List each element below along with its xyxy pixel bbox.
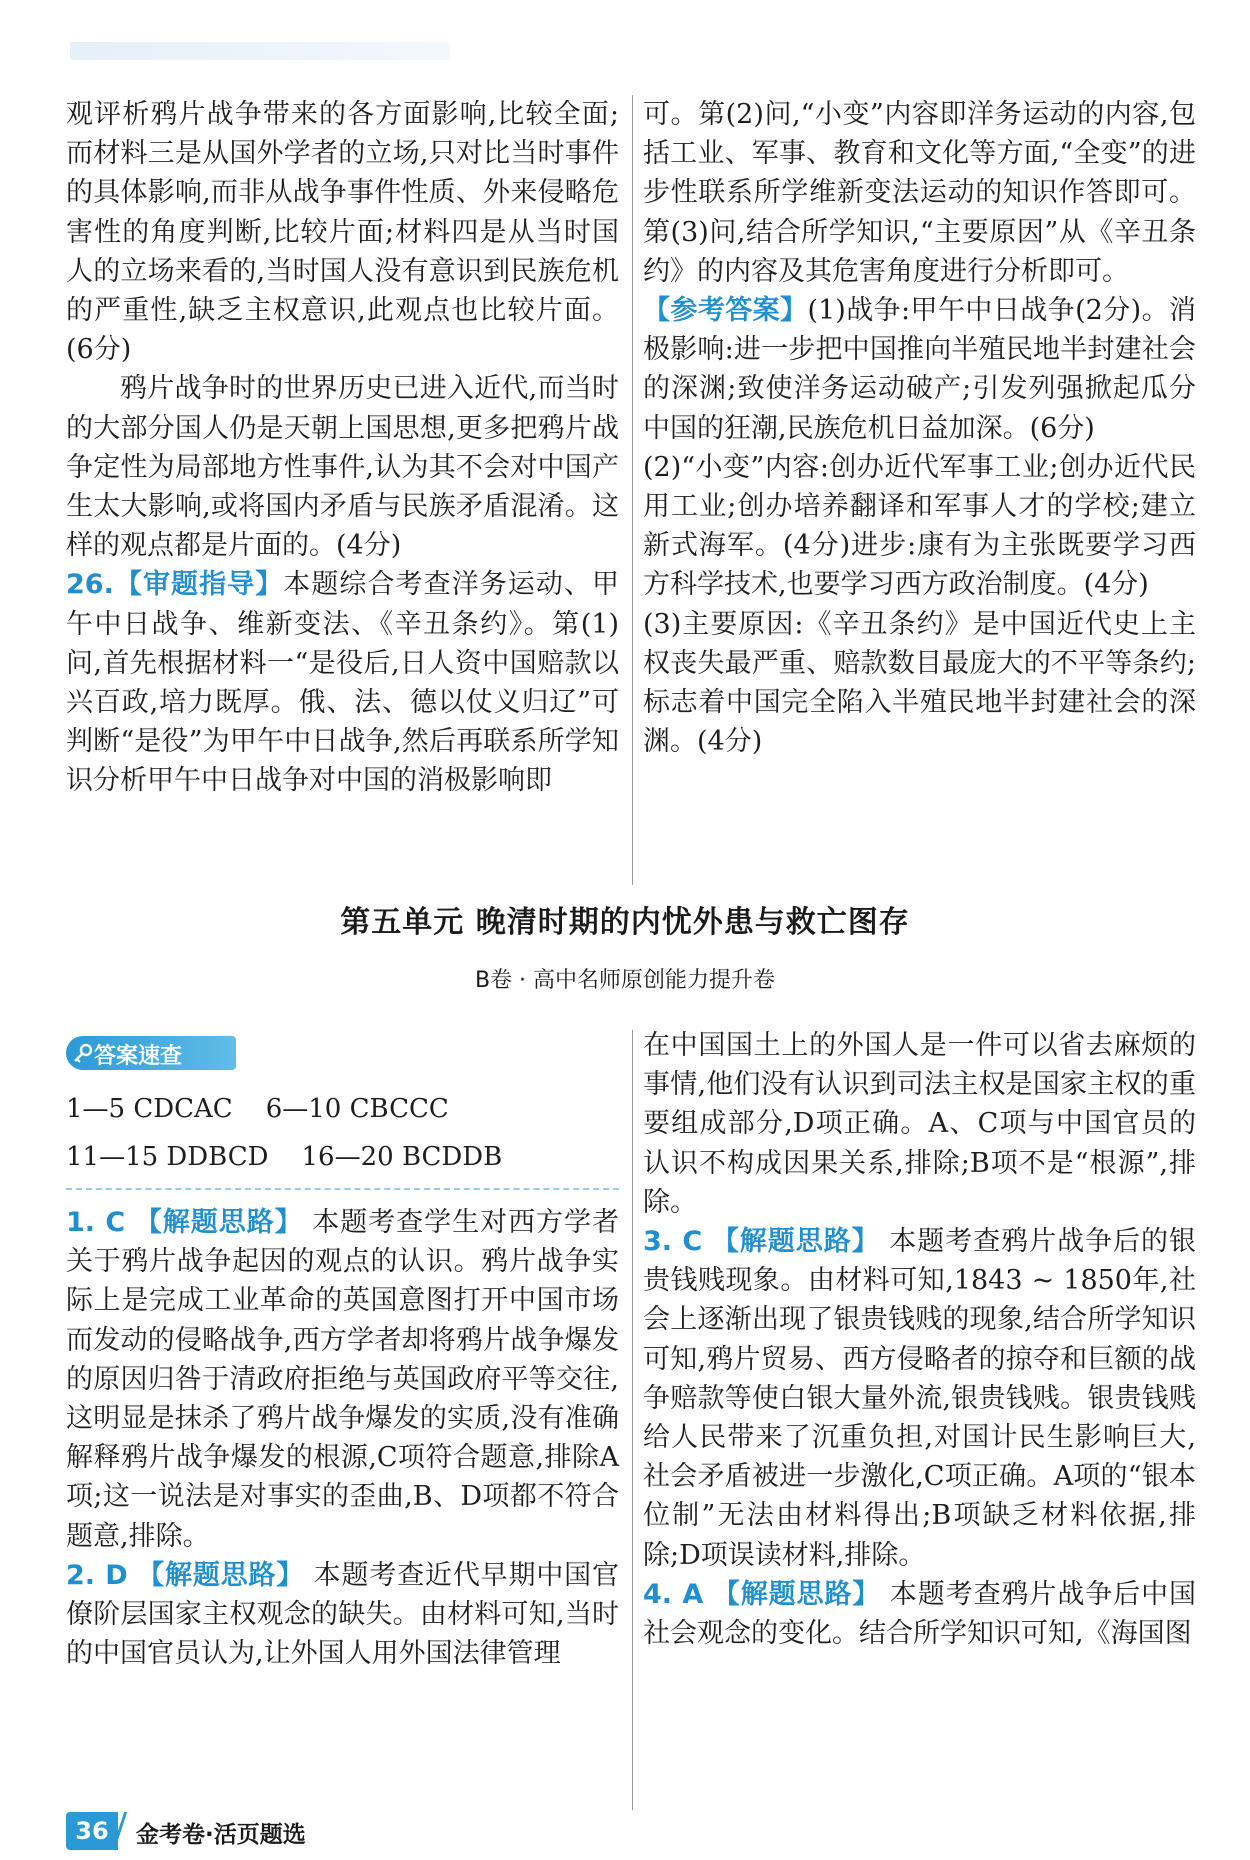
top-left-column (66, 95, 619, 801)
analysis-label: 【解题思路】 (137, 1559, 305, 1591)
quick-answer-badge (66, 1036, 236, 1070)
question-number: 26. (66, 569, 114, 601)
quick-answer-label: 答案速查 (94, 1044, 183, 1069)
question-number: 4. A (643, 1578, 704, 1610)
question-text: 本题考查鸦片战争后的银贵钱贱现象。由材料可知,1843 ~ 1850年,社会上逐渐出现了银贵钱贱的现象,结合所学知识可知,鸦片贸易、西方侵略者的掠夺和巨额的战争赔款等使白银大量外流,银贵钱贱。银贵钱贱给人民带来了沉重负担,对国计民生影响巨大,社会矛盾被进一步激化,C项正确。A项的“银本位制”无法由材料得出;B项缺乏材料依据,排除;D项误读材料,排除。 (643, 1226, 1196, 1571)
footer-title: 金考卷·活页题选 (136, 1822, 306, 1848)
paragraph: 观评析鸦片战争带来的各方面影响,比较全面;而材料三是从国外学者的立场,只对比当时事件的具体影响,而非从战争事件性质、外来侵略危害性的角度判断,比较片面;材料四是从当时国人的立场来看的,当时国人没有意识到民族危机的严重性,缺乏主权意识,此观点也比较片面。(6分) (66, 99, 619, 366)
question-text: 本题考查学生对西方学者关于鸦片战争起因的观点的认识。鸦片战争实际上是完成工业革命的英国意图打开中国市场而发动的侵略战争,西方学者却将鸦片战争爆发的原因归咎于清政府拒绝与英国政府平等交往,这明显是抹杀了鸦片战争爆发的实质,没有准确解释鸦片战争爆发的根源,C项符合题意,排除A项;这一说法是对事实的歪曲,B、D项都不符合题意,排除。 (66, 1207, 619, 1552)
dashed-divider (66, 1188, 619, 1190)
bottom-left-column (66, 1203, 619, 1673)
paragraph: 在中国国土上的外国人是一件可以省去麻烦的事情,他们没有认识到司法主权是国家主权的重要组成部分,D项正确。A、C项与中国官员的认识不构成因果关系,排除;B项不是“根源”,排除。 (643, 1030, 1196, 1218)
answer-part-3: (3)主要原因:《辛丑条约》是中国近代史上主权丧失最严重、赔款数目最庞大的不平等条约;标志着中国完全陷入半殖民地半封建社会的深渊。(4分) (643, 608, 1196, 758)
question-number: 1. C (66, 1207, 126, 1238)
question-text: 本题考查近代早期中国官僚阶层国家主权观念的缺失。由材料可知,当时的中国官员认为,让外国人用外国法律管理 (66, 1559, 620, 1670)
top-right-column (643, 95, 1196, 761)
question-2 (66, 1556, 619, 1674)
answer-row: 1—5 CDCAC 6—10 CBCCC (66, 1094, 449, 1124)
question-1 (66, 1203, 619, 1556)
answer-text: (1)战争:甲午中日战争(2分)。消极影响:进一步把中国推向半殖民地半封建社会的深渊;致使洋务运动破产;引发列强掀起瓜分中国的狂潮,民族危机日益加深。(6分) (643, 295, 1197, 444)
answer-row: 11—15 DDBCD 16—20 BCDDB (66, 1142, 503, 1172)
question-text: 本题考查鸦片战争后中国社会观念的变化。结合所学知识可知,《海国图 (643, 1578, 1197, 1650)
question-4 (643, 1575, 1196, 1653)
bottom-right-column (643, 1026, 1196, 1653)
analysis-label: 【解题思路】 (712, 1578, 881, 1610)
analysis-label: 【审题指导】 (113, 569, 284, 601)
analysis-label: 【解题思路】 (711, 1226, 880, 1258)
answer-part-2: (2)“小变”内容:创办近代军事工业;创办近代民用工业;创办培养翻译和军事人才的学校;建立新式海军。(4分)进步:康有为主张既要学习西方科学技术,也要学习西方政治制度。(4分) (643, 451, 1196, 601)
paragraph: 可。第(2)问,“小变”内容即洋务运动的内容,包括工业、军事、教育和文化等方面,“全变”的进步性联系所学维新变法运动的知识作答即可。第(3)问,结合所学知识,“主要原因”从《辛丑条约》的内容及其危害角度进行分析即可。 (643, 99, 1196, 287)
paragraph: 鸦片战争时的世界历史已进入近代,而当时的大部分国人仍是天朝上国思想,更多把鸦片战争定性为局部地方性事件,认为其不会对中国产生太大影响,或将国内矛盾与民族矛盾混淆。这样的观点都是片面的。(4分) (66, 373, 619, 562)
column-divider-top (632, 95, 633, 885)
question-number: 2. D (66, 1559, 128, 1591)
unit-title: 第五单元 晚清时期的内忧外患与救亡图存 (340, 905, 910, 940)
analysis-label: 【解题思路】 (134, 1207, 303, 1238)
header-strip (0, 0, 1250, 92)
answer-key (66, 1085, 619, 1181)
unit-subtitle: B卷 · 高中名师原创能力提升卷 (474, 968, 776, 993)
faint-header-band (70, 42, 450, 60)
question-26 (66, 565, 619, 800)
column-divider-bottom (632, 1030, 633, 1810)
answer-label: 【参考答案】 (643, 295, 808, 327)
question-3 (643, 1222, 1196, 1575)
key-icon (72, 1042, 94, 1064)
page-number: 36 (66, 1812, 118, 1850)
reference-answer (643, 291, 1196, 448)
question-number: 3. C (643, 1226, 703, 1258)
question-text: 本题综合考查洋务运动、甲午中日战争、维新变法、《辛丑条约》。第(1)问,首先根据材料一“是役后,日人资中国赔款以兴百政,培力既厚。俄、法、德以仗义归辽”可判断“是役”为甲午中日战争,然后再联系所学知识分析甲午中日战争对中国的消极影响即 (66, 569, 620, 797)
